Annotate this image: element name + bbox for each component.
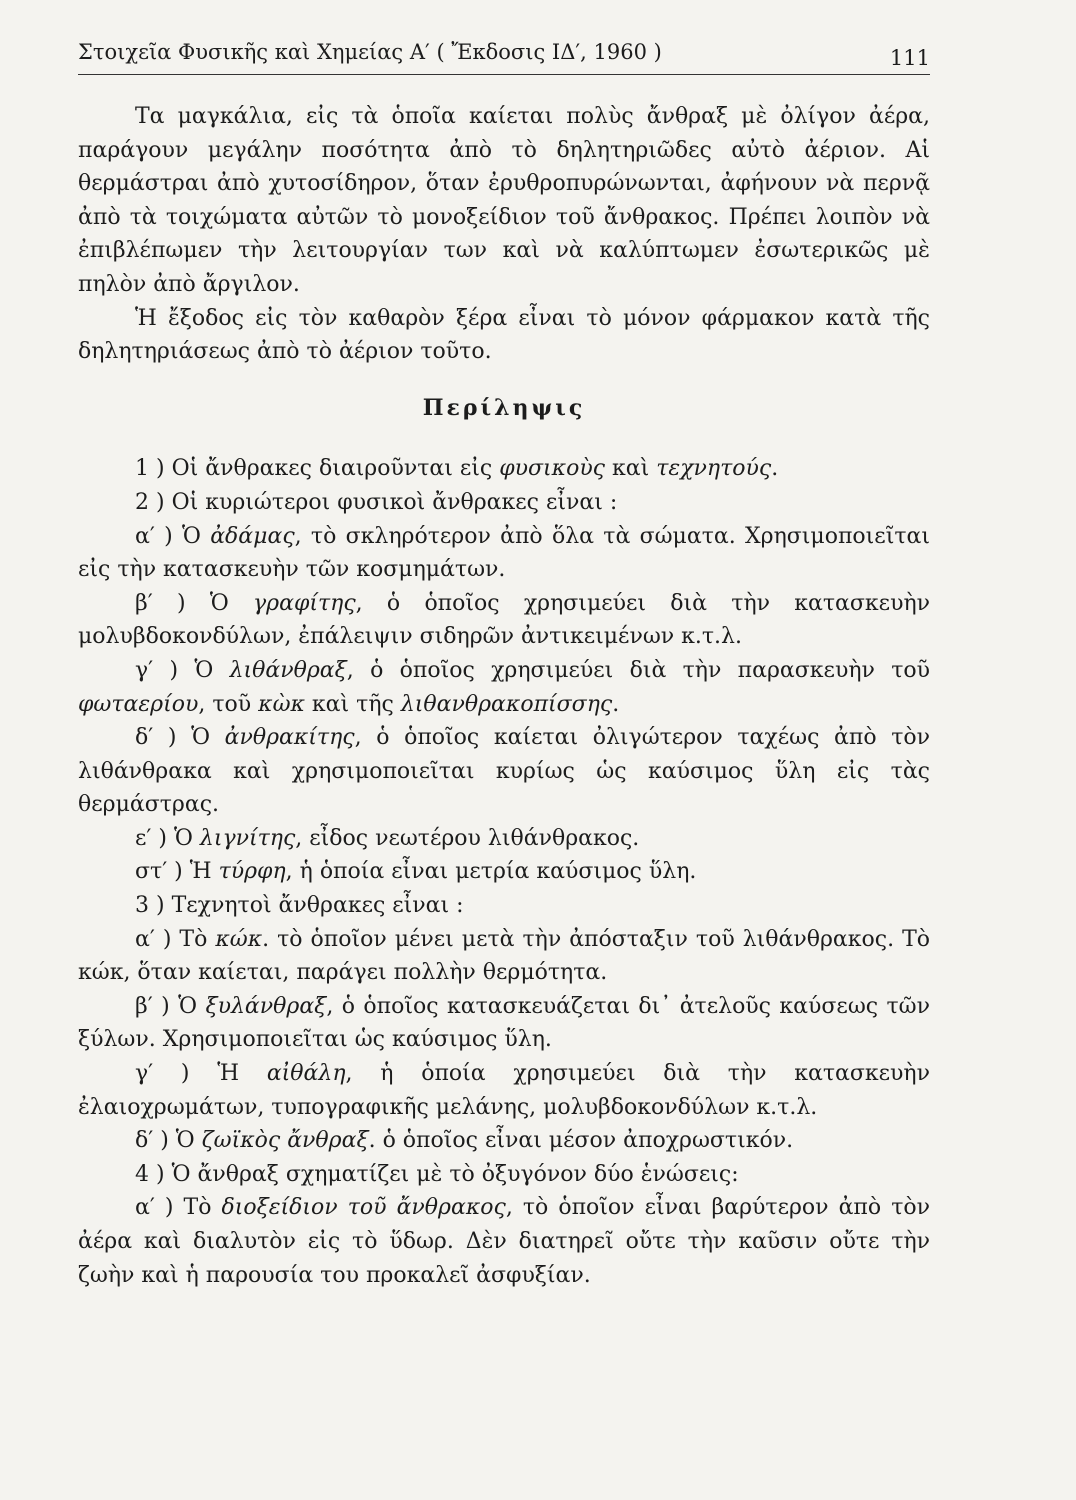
header-title: Στοιχεῖα Φυσικῆς καὶ Χημείας Α′ ( Ἔκδοσις ΙΔ′, 1960 ) xyxy=(78,40,662,64)
summary-item-3c: γ′ ) Ἡ αἰθάλη, ἡ ὁποία χρησιμεύει διὰ τὴν κατασκευὴν ἐλαιοχρωμάτων, τυπογραφικῆς μελάνης, μολυβδοκονδύλων κ.τ.λ. xyxy=(78,1061,930,1120)
page-number: 111 xyxy=(889,46,930,70)
paragraph-braziers: Τα μαγκάλια, εἰς τὰ ὁποῖα καίεται πολὺς ἄνθραξ μὲ ὀλίγον ἀέρα, παράγουν μεγάλην ποσότητα ἀπὸ τὸ δηλητηριῶδες αὐτὸ ἀέριον. Αἱ θερμάστραι ἀπὸ χυτοσίδηρον, ὅταν ἐρυθροπυρώνωνται, ἀφήνουν νὰ περνᾷ ἀπὸ τὰ τοιχώματα αὐτῶν τὸ μονοξείδιον τοῦ ἄνθρακος. Πρέπει λοιπὸν νὰ ἐπιβλέπωμεν τὴν λειτουργίαν των καὶ νὰ καλύπτωμεν ἐσωτερικῶς μὲ πηλὸν ἀπὸ ἄργιλον. xyxy=(78,104,930,297)
summary-item-3d: δ′ ) Ὁ ζωϊκὸς ἄνθραξ. ὁ ὁποῖος εἶναι μέσον ἀποχρωστικόν. xyxy=(135,1128,794,1154)
summary-item-2: 2 ) Οἱ κυριώτεροι φυσικοὶ ἄνθρακες εἶναι : xyxy=(135,489,618,515)
summary-item-2a: α′ ) Ὁ ἀδάμας, τὸ σκληρότερον ἀπὸ ὅλα τὰ σώματα. Χρησιμοποιεῖται εἰς τὴν κατασκευὴν τῶν κοσμημάτων. xyxy=(78,523,930,583)
summary-item-2f: στ′ ) Ἡ τύρφη, ἡ ὁποία εἶναι μετρία καύσιμος ὕλη. xyxy=(135,859,697,885)
summary-item-2b: β′ ) Ὁ γραφίτης, ὁ ὁποῖος χρησιμεύει διὰ τὴν κατασκευὴν μολυβδοκονδύλων, ἐπάλειψιν σιδηρῶν ἀντικειμένων κ.τ.λ. xyxy=(78,590,931,650)
paragraph-fresh-air: Ἡ ἔξοδος εἰς τὸν καθαρὸν ξέρα εἶναι τὸ μόνον φάρμακον κατὰ τῆς δηλητηριάσεως ἀπὸ τὸ ἀέριον τοῦτο. xyxy=(78,305,930,365)
summary-item-2c: γ′ ) Ὁ λιθάνθραξ, ὁ ὁποῖος χρησιμεύει διὰ τὴν παρασκευὴν τοῦ φωταερίου, τοῦ κὼκ καὶ τῆς λιθανθρακοπίσσης. xyxy=(78,657,930,717)
summary-item-3b: β′ ) Ὁ ξυλάνθραξ, ὁ ὁποῖος κατασκευάζεται δι᾽ ἀτελοῦς καύσεως τῶν ξύλων. Χρησιμοποιεῖται ὡς καύσιμος ὕλη. xyxy=(78,993,930,1053)
summary-item-2d: δ′ ) Ὁ ἀνθρακίτης, ὁ ὁποῖος καίεται ὀλιγώτερον ταχέως ἀπὸ τὸν λιθάνθρακα καὶ χρησιμοποιεῖται κυρίως ὡς καύσιμος ὕλη εἰς τὰς θερμάστρας. xyxy=(78,725,930,818)
summary-item-4: 4 ) Ὁ ἄνθραξ σχηματίζει μὲ τὸ ὀξυγόνον δύο ἑνώσεις: xyxy=(135,1161,739,1187)
summary-item-1: 1 ) Οἱ ἄνθρακες διαιροῦνται εἰς φυσικοὺς καὶ τεχνητούς. xyxy=(135,456,779,482)
summary-item-3: 3 ) Τεχνητοὶ ἄνθρακες εἶναι : xyxy=(135,893,464,919)
summary-item-2e: ε′ ) Ὁ λιγνίτης, εἶδος νεωτέρου λιθάνθρακος. xyxy=(135,825,640,851)
section-heading: Περίληψις xyxy=(422,394,586,421)
summary-item-4a: α′ ) Τὸ διοξείδιον τοῦ ἄνθρακος, τὸ ὁποῖον εἶναι βαρύτερον ἀπὸ τὸν ἀέρα καὶ διαλυτὸν εἰς τὸ ὕδωρ. Δὲν διατηρεῖ οὔτε τὴν καῦσιν οὔτε τὴν ζωὴν καὶ ἡ παρουσία του προκαλεῖ ἀσφυξίαν. xyxy=(78,1195,930,1288)
running-header xyxy=(78,40,930,75)
page-body xyxy=(78,100,930,1292)
summary-item-3a: α′ ) Τὸ κώκ. τὸ ὁποῖον μένει μετὰ τὴν ἀπόσταξιν τοῦ λιθάνθρακος. Τὸ κώκ, ὅταν καίεται, παράγει πολλὴν θερμότητα. xyxy=(78,926,930,986)
